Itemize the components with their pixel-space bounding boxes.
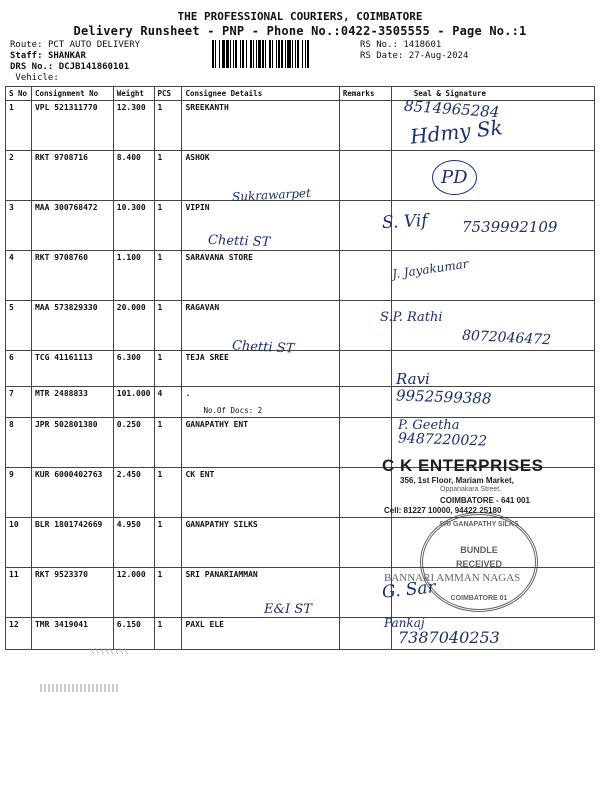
cell-weight bbox=[113, 201, 154, 251]
cell-sno bbox=[6, 568, 32, 618]
cell-weight bbox=[113, 568, 154, 618]
cell-pcs-text: 1 bbox=[157, 203, 163, 212]
cell-pcs bbox=[154, 251, 182, 301]
cell-consignee-text: SRI PANARIAMMAN bbox=[185, 570, 258, 579]
rs-no-line bbox=[360, 40, 468, 51]
handwritten-street: Chetti ST bbox=[207, 232, 271, 251]
ck-stamp-name: C K ENTERPRISES bbox=[382, 456, 544, 475]
cell-sno bbox=[6, 518, 32, 568]
drs-line bbox=[10, 62, 140, 73]
cell-sno-text: 9 bbox=[9, 470, 14, 479]
cell-consignee bbox=[182, 351, 339, 387]
table-header-row bbox=[6, 87, 595, 101]
cell-sno bbox=[6, 618, 32, 650]
table-row bbox=[6, 387, 595, 418]
cell-sno-text: 7 bbox=[9, 389, 14, 398]
cell-weight bbox=[113, 618, 154, 650]
cell-pcs bbox=[154, 518, 182, 568]
handwritten-street: E&I ST bbox=[264, 602, 312, 617]
cell-consignment bbox=[31, 518, 113, 568]
col-header-weight: Weight bbox=[113, 87, 154, 101]
cell-consignment bbox=[31, 568, 113, 618]
handwritten-phone: 8072046472 bbox=[461, 327, 552, 349]
handwritten-street: Sukrawarpet bbox=[231, 185, 312, 205]
cell-sno-text: 5 bbox=[9, 303, 14, 312]
col-header-consignment: Consignment No bbox=[31, 87, 113, 101]
cell-consignee bbox=[182, 387, 339, 418]
cell-pcs-text: 1 bbox=[157, 103, 163, 112]
cell-sno-text: 1 bbox=[9, 103, 14, 112]
cell-pcs bbox=[154, 351, 182, 387]
cell-weight-text: 2.450 bbox=[116, 470, 141, 479]
handwritten-phone: 7539992109 bbox=[462, 218, 558, 236]
cell-consignment bbox=[31, 301, 113, 351]
cell-consignee bbox=[182, 101, 339, 151]
cell-weight-text: 10.300 bbox=[116, 203, 146, 212]
cell-weight bbox=[113, 351, 154, 387]
cell-consignee bbox=[182, 618, 339, 650]
cell-pcs bbox=[154, 418, 182, 468]
cell-weight bbox=[113, 418, 154, 468]
cell-weight bbox=[113, 387, 154, 418]
cell-remarks bbox=[339, 387, 391, 418]
cell-weight-text: 8.400 bbox=[116, 153, 141, 162]
cell-consignment bbox=[31, 351, 113, 387]
cell-consignment bbox=[31, 387, 113, 418]
cell-weight-text: 12.000 bbox=[116, 570, 146, 579]
cell-consignee-text: VIPIN bbox=[185, 203, 210, 212]
cell-consignment-text: RKT 9708760 bbox=[34, 253, 88, 262]
cell-consignee-text: SREEKANTH bbox=[185, 103, 229, 112]
cell-pcs-text: 1 bbox=[157, 620, 163, 629]
cell-sno-text: 2 bbox=[9, 153, 14, 162]
cell-pcs bbox=[154, 618, 182, 650]
handwritten-signature: J. Jayakumar bbox=[391, 256, 470, 282]
ck-stamp-address2: Oppanakara Street, bbox=[440, 486, 502, 493]
cell-consignment bbox=[31, 418, 113, 468]
cell-remarks bbox=[339, 301, 391, 351]
cell-remarks bbox=[339, 101, 391, 151]
ganapathy-silks-seal bbox=[420, 512, 538, 612]
cell-consignee bbox=[182, 468, 339, 518]
handwritten-phone: 9952599388 bbox=[395, 386, 492, 408]
cell-weight bbox=[113, 518, 154, 568]
cell-pcs-text: 1 bbox=[157, 420, 163, 429]
cell-consignee-text: SARAVANA STORE bbox=[185, 253, 253, 262]
cell-signature bbox=[391, 151, 594, 201]
ck-stamp-phone: Cell: 81227 10000, 94422 25180 bbox=[384, 506, 502, 515]
cell-weight-text: 6.300 bbox=[116, 353, 141, 362]
rs-date-value: 27-Aug-2024 bbox=[408, 51, 469, 61]
route-line bbox=[10, 40, 140, 51]
cell-weight-text: 6.150 bbox=[116, 620, 141, 629]
table-row bbox=[6, 351, 595, 387]
cell-sno-text: 11 bbox=[9, 570, 19, 579]
cell-consignment-text: MAA 573829330 bbox=[34, 303, 98, 312]
cell-pcs-text: 1 bbox=[157, 303, 163, 312]
vehicle-line bbox=[10, 73, 140, 84]
cell-sno-text: 4 bbox=[9, 253, 14, 262]
faint-footer-mark: \\\\\\\\ bbox=[90, 647, 129, 656]
col-header-sno: S No bbox=[6, 87, 32, 101]
cell-pcs-text: 1 bbox=[157, 520, 163, 529]
cell-weight-text: 12.300 bbox=[116, 103, 146, 112]
cell-sno bbox=[6, 151, 32, 201]
col-header-signature: Seal & Signature bbox=[391, 87, 594, 101]
cell-pcs bbox=[154, 101, 182, 151]
cell-pcs bbox=[154, 201, 182, 251]
cell-consignment-text: JPR 502801380 bbox=[34, 420, 98, 429]
cell-consignee bbox=[182, 251, 339, 301]
cell-consignee-text: PAXL ELE bbox=[185, 620, 224, 629]
staff-label: Staff: bbox=[10, 51, 43, 61]
cell-consignment-text: KUR 6000402763 bbox=[34, 470, 103, 479]
cell-sno-text: 10 bbox=[9, 520, 19, 529]
handwritten-signature: Hdmy Sk bbox=[408, 115, 504, 149]
handwritten-signature: G. Sar bbox=[381, 577, 437, 603]
cell-sno bbox=[6, 387, 32, 418]
docs-note: No.Of Docs: 2 bbox=[203, 406, 263, 415]
cell-consignment-text: MTR 2488833 bbox=[34, 389, 88, 398]
cell-consignment-text: TMR 3419041 bbox=[34, 620, 88, 629]
barcode-bar bbox=[309, 40, 310, 68]
cell-sno bbox=[6, 468, 32, 518]
cell-consignee-text: ASHOK bbox=[185, 153, 210, 162]
cell-weight-text: 101.000 bbox=[116, 389, 151, 398]
cell-sno-text: 6 bbox=[9, 353, 14, 362]
handwritten-signature: Pankaj bbox=[384, 616, 425, 630]
cell-consignment bbox=[31, 468, 113, 518]
cell-remarks bbox=[339, 151, 391, 201]
cell-consignment-text: RKT 9523370 bbox=[34, 570, 88, 579]
cell-pcs bbox=[154, 468, 182, 518]
cell-sno bbox=[6, 418, 32, 468]
cell-remarks bbox=[339, 251, 391, 301]
cell-sno bbox=[6, 351, 32, 387]
cell-sno bbox=[6, 101, 32, 151]
handwritten-signature: PD bbox=[432, 160, 477, 195]
route-value: PCT AUTO DELIVERY bbox=[47, 40, 141, 50]
vehicle-label: Vehicle: bbox=[15, 73, 59, 83]
cell-consignment bbox=[31, 201, 113, 251]
cell-pcs-text: 1 bbox=[157, 470, 163, 479]
cell-sno-text: 3 bbox=[9, 203, 14, 212]
cell-weight bbox=[113, 468, 154, 518]
cell-pcs-text: 1 bbox=[157, 570, 163, 579]
rs-no-label: RS No.: bbox=[360, 40, 398, 50]
cell-pcs-text: 1 bbox=[157, 353, 163, 362]
cell-consignment-text: BLR 1801742669 bbox=[34, 520, 103, 529]
cell-weight bbox=[113, 301, 154, 351]
cell-weight bbox=[113, 101, 154, 151]
meta-left bbox=[10, 40, 140, 84]
cell-sno bbox=[6, 251, 32, 301]
meta-right bbox=[360, 40, 468, 62]
cell-pcs bbox=[154, 151, 182, 201]
seal-top-text: SRI GANAPATHY SILKS bbox=[439, 521, 519, 528]
handwritten-signature: P. Geetha bbox=[398, 418, 460, 433]
staff-value: SHANKAR bbox=[47, 51, 86, 61]
drs-value: DCJB141860101 bbox=[58, 62, 130, 72]
handwritten-phone: 9487220022 bbox=[397, 430, 488, 450]
cell-pcs-text: 1 bbox=[157, 153, 163, 162]
cell-pcs bbox=[154, 301, 182, 351]
cell-consignment-text: VPL 521311770 bbox=[34, 103, 98, 112]
drs-label: DRS No.: bbox=[10, 62, 54, 72]
cell-consignment-text: TCG 41161113 bbox=[34, 353, 93, 362]
cell-consignment-text: RKT 9708716 bbox=[34, 153, 88, 162]
handwritten-signature: S.P. Rathi bbox=[380, 310, 443, 325]
rs-date-label: RS Date: bbox=[360, 51, 404, 61]
cell-weight-text: 1.100 bbox=[116, 253, 141, 262]
cell-consignee bbox=[182, 418, 339, 468]
cell-consignee-text: RAGAVAN bbox=[185, 303, 220, 312]
table-row bbox=[6, 251, 595, 301]
cell-remarks bbox=[339, 351, 391, 387]
seal-bundle-text: BUNDLE bbox=[460, 545, 498, 555]
cell-sno-text: 12 bbox=[9, 620, 19, 629]
cell-consignee-text: GANAPATHY ENT bbox=[185, 420, 249, 429]
col-header-remarks: Remarks bbox=[339, 87, 391, 101]
ink-smudge bbox=[40, 684, 120, 692]
cell-weight-text: 20.000 bbox=[116, 303, 146, 312]
ck-stamp-city: COIMBATORE - 641 001 bbox=[440, 496, 530, 505]
col-header-consignee: Consignee Details bbox=[182, 87, 339, 101]
cell-consignment bbox=[31, 251, 113, 301]
seal-received-text: RECEIVED bbox=[455, 559, 502, 569]
cell-consignment bbox=[31, 618, 113, 650]
cell-consignment bbox=[31, 101, 113, 151]
cell-consignee-text: . bbox=[185, 389, 191, 398]
cell-sno bbox=[6, 301, 32, 351]
cell-consignment-text: MAA 300768472 bbox=[34, 203, 98, 212]
cell-weight bbox=[113, 151, 154, 201]
cell-pcs bbox=[154, 568, 182, 618]
cell-consignee-text: CK ENT bbox=[185, 470, 215, 479]
cell-sno-text: 8 bbox=[9, 420, 14, 429]
seal-bottom-text: COIMBATORE 01 bbox=[450, 595, 508, 602]
ck-stamp-address1: 356, 1st Floor, Mariam Market, bbox=[400, 476, 514, 485]
staff-line bbox=[10, 51, 140, 62]
rs-date-line bbox=[360, 51, 468, 62]
cell-consignee bbox=[182, 568, 339, 618]
table-row bbox=[6, 618, 595, 650]
col-header-pcs: PCS bbox=[154, 87, 182, 101]
cell-weight bbox=[113, 251, 154, 301]
handwritten-phone: 8514965284 bbox=[403, 96, 500, 122]
cell-pcs-text: 4 bbox=[157, 389, 163, 398]
handwritten-phone: 7387040253 bbox=[398, 628, 500, 647]
cell-consignee bbox=[182, 518, 339, 568]
cell-consignee-text: GANAPATHY SILKS bbox=[185, 520, 258, 529]
cell-consignee-text: TEJA SREE bbox=[185, 353, 229, 362]
cell-weight-text: 4.950 bbox=[116, 520, 141, 529]
cell-consignment bbox=[31, 151, 113, 201]
route-label: Route: bbox=[10, 40, 43, 50]
cell-pcs bbox=[154, 387, 182, 418]
cell-pcs-text: 1 bbox=[157, 253, 163, 262]
barcode bbox=[212, 40, 352, 68]
table-row bbox=[6, 101, 595, 151]
rs-no-value: 1418601 bbox=[403, 40, 442, 50]
handwritten-street: Chetti ST bbox=[231, 338, 295, 357]
cell-sno bbox=[6, 201, 32, 251]
handwritten-signature: S. Vif bbox=[381, 210, 429, 234]
cell-remarks bbox=[339, 518, 391, 568]
runsheet-subtitle: Delivery Runsheet - PNP - Phone No.:0422-3505555 - Page No.:1 bbox=[73, 24, 527, 38]
bannari-stamp: BANNARI AMMAN NAGAS bbox=[384, 572, 521, 584]
handwritten-signature: Ravi bbox=[396, 370, 430, 388]
cell-weight-text: 0.250 bbox=[116, 420, 141, 429]
company-title: THE PROFESSIONAL COURIERS, COIMBATORE bbox=[177, 10, 423, 23]
